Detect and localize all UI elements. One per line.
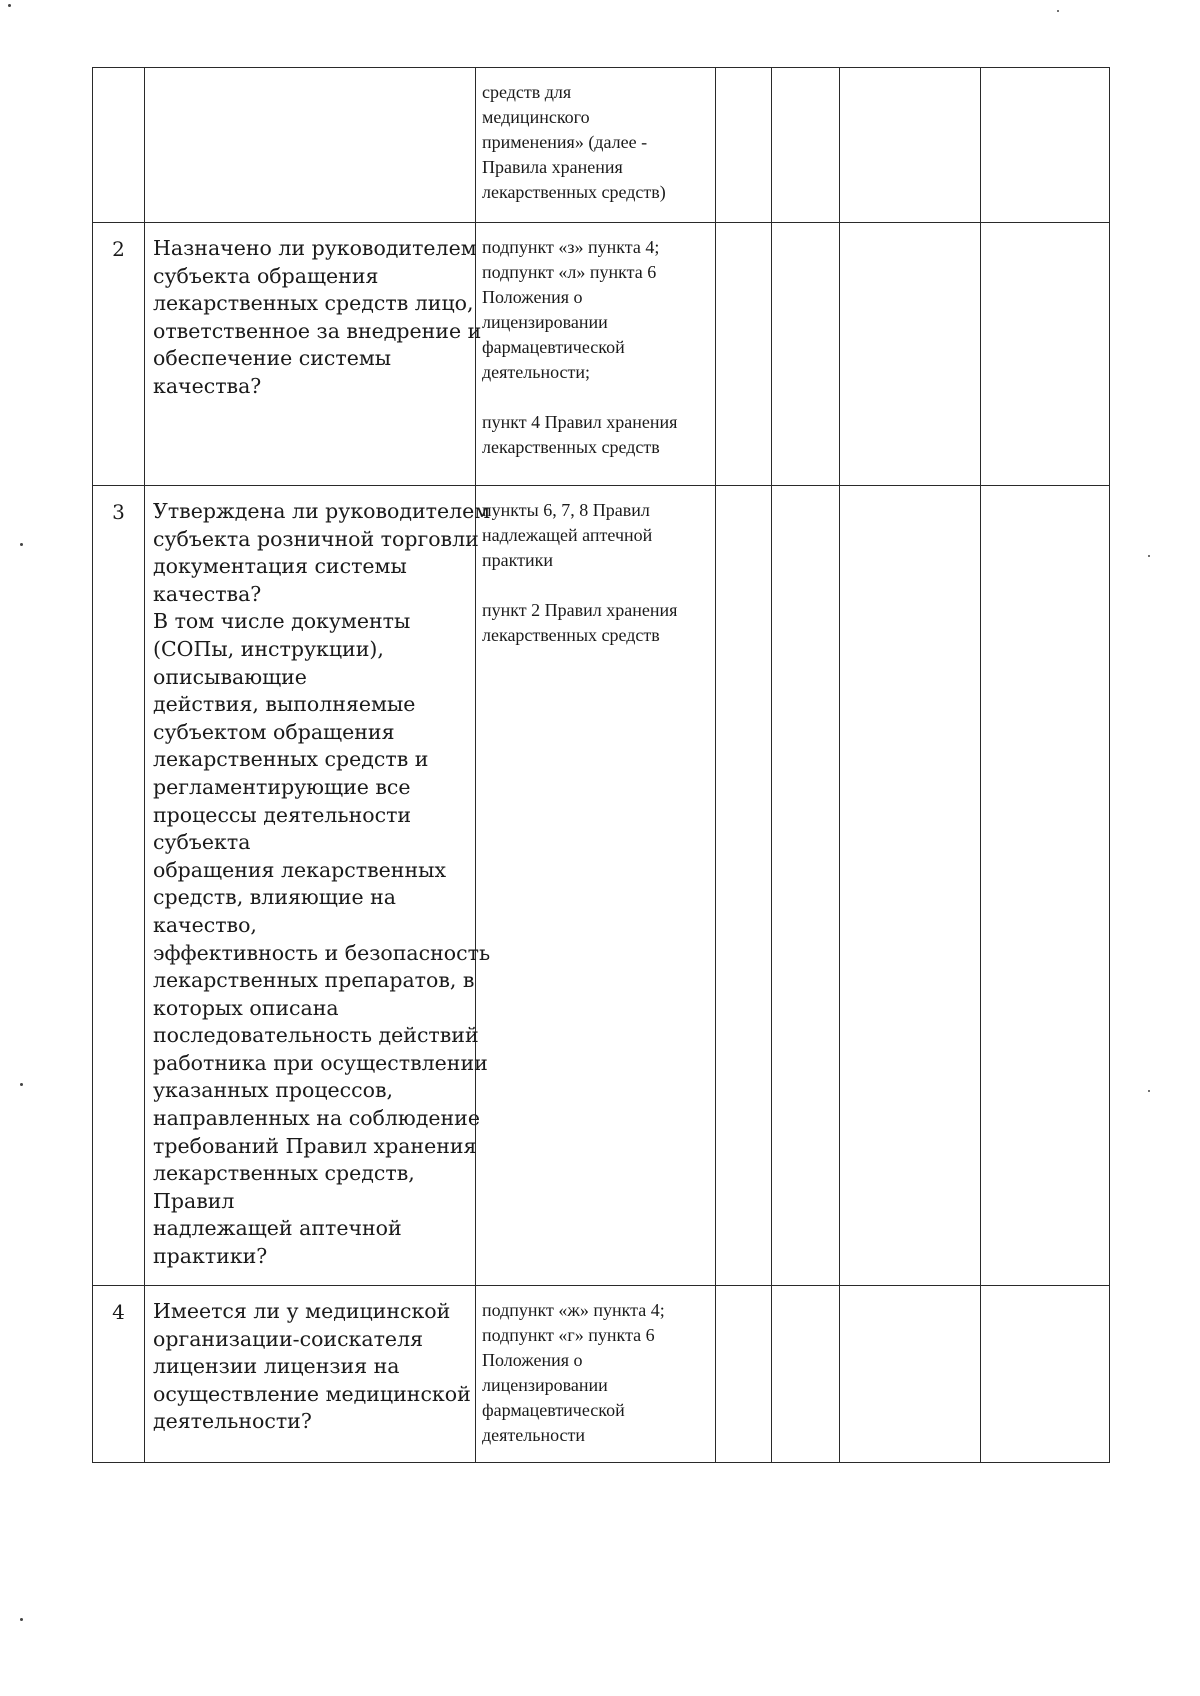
- row-number-cell: [93, 68, 145, 223]
- question-cell: Назначено ли руководителем субъекта обращения лекарственных средств лицо, ответственное за внедрение и обеспечение системы качества?: [145, 223, 476, 486]
- table-row: [93, 486, 1110, 1286]
- row-number-cell: 2: [93, 223, 145, 486]
- reference-block: пункт 4 Правил хранения лекарственных средств: [482, 412, 678, 457]
- scan-speck: [20, 1083, 23, 1086]
- reference-cell: [476, 68, 716, 223]
- answer-no-cell: [772, 486, 840, 1286]
- note-cell: [981, 1286, 1110, 1463]
- note-cell: [981, 68, 1110, 223]
- answer-yes-cell: [716, 486, 772, 1286]
- answer-na-cell: [840, 486, 981, 1286]
- reference-block: подпункт «з» пункта 4; подпункт «л» пункта 6 Положения о лицензировании фармацевтической деятельности;: [482, 237, 660, 382]
- scan-speck: [1057, 10, 1059, 12]
- reference-cell: [476, 223, 716, 486]
- scan-speck: [20, 1618, 23, 1621]
- question-cell: Имеется ли у медицинской организации-соискателя лицензии лицензия на осуществление медицинской деятельности?: [145, 1286, 476, 1463]
- table-row: [93, 68, 1110, 223]
- reference-block: средств для медицинского применения» (далее - Правила хранения лекарственных средств): [482, 82, 666, 202]
- reference-block: пункты 6, 7, 8 Правил надлежащей аптечной практики: [482, 500, 653, 570]
- row-number-cell: 3: [93, 486, 145, 1286]
- row-number-cell: 4: [93, 1286, 145, 1463]
- answer-yes-cell: [716, 223, 772, 486]
- scan-speck: [1148, 1090, 1150, 1092]
- question-cell: Утверждена ли руководителем субъекта розничной торговли документация системы качества? В том числе документы (СОПы, инструкции), описывающие действия, выполняемые субъектом обращения лекарственных средств и регламентирующие все процессы деятельности субъекта обращения лекарственных средств, влияющие на качество, эффективность и безопасность лекарственных препаратов, в которых описана последовательность действий работника при осуществлении указанных процессов, направленных на соблюдение требований Правил хранения лекарственных средств, Правил надлежащей аптечной практики?: [145, 486, 476, 1286]
- checklist-table: [92, 67, 1110, 1463]
- reference-cell: [476, 1286, 716, 1463]
- reference-block: подпункт «ж» пункта 4; подпункт «г» пункта 6 Положения о лицензировании фармацевтической деятельности: [482, 1300, 665, 1445]
- answer-no-cell: [772, 1286, 840, 1463]
- answer-na-cell: [840, 1286, 981, 1463]
- answer-na-cell: [840, 223, 981, 486]
- note-cell: [981, 486, 1110, 1286]
- answer-no-cell: [772, 223, 840, 486]
- table-row: [93, 1286, 1110, 1463]
- scan-speck: [8, 4, 11, 7]
- answer-yes-cell: [716, 68, 772, 223]
- note-cell: [981, 223, 1110, 486]
- table-row: [93, 223, 1110, 486]
- reference-block: пункт 2 Правил хранения лекарственных средств: [482, 600, 678, 645]
- answer-no-cell: [772, 68, 840, 223]
- question-cell: [145, 68, 476, 223]
- answer-yes-cell: [716, 1286, 772, 1463]
- answer-na-cell: [840, 68, 981, 223]
- reference-cell: [476, 486, 716, 1286]
- scan-speck: [1148, 555, 1150, 557]
- scan-speck: [20, 543, 23, 546]
